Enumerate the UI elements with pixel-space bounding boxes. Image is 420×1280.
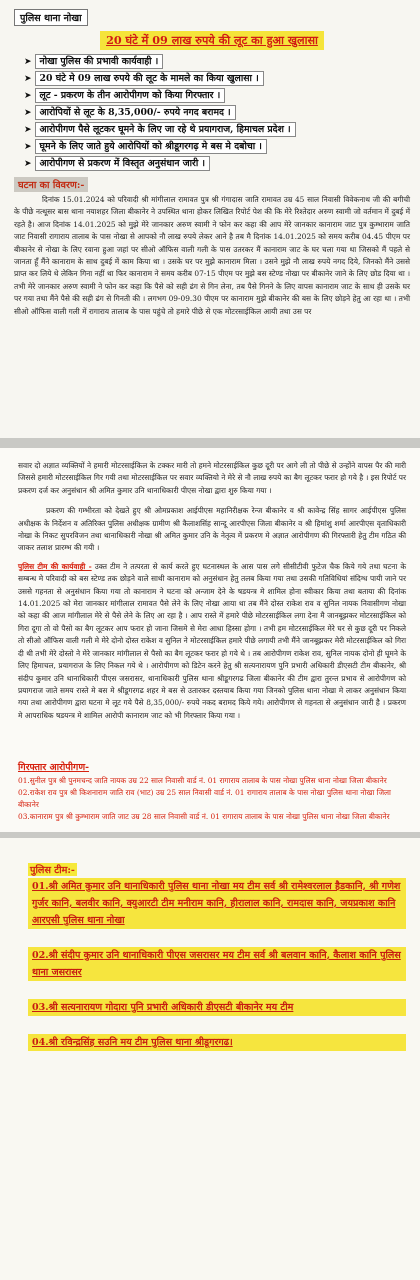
highlight-item: ➤ आरोपीगण से प्रकरण में विस्तृत अनुसंधान जारी । xyxy=(24,156,410,171)
incident-paragraph-4 xyxy=(18,561,406,722)
incident-paragraph-3: प्रकरण की गम्भीरता को देखते हुए श्री ओमप्रकाश आईपीएस महानिरीक्षक रेन्ज बीकानेर व श्री कावेन्द्र सिंह सागर आईपीएस पुलिस अधीक्षक के निर्देशन व अतिरिक्त पुलिस अधीक्षक ग्रामीण श्री कैलाशसिंह सान्दू आरपीएस जिला बीकानेर व श्री हिमांशु शर्मा आरपीएस वृताधिकारी नोखा के निकट सुपरविजन तथा थानाधिकारी नोखा श्री अमित कुमार उनि के नेतृत्व में प्रकरण मे अज्ञात आरोपीगण की गिरफ्तारी हेतु टीम गठित की जाकर तलाश प्रारम्भ की गयी । xyxy=(18,506,406,553)
police-team-heading: पुलिस टीम:- xyxy=(30,865,75,876)
highlights-list xyxy=(24,54,410,171)
arrested-section xyxy=(0,760,420,832)
incident-paragraph-2: सवार दो अज्ञात व्यक्तियों ने हमारी मोटरसाईकिल के टक्कर मारी तो हमने मोटरसाईकिल कुछ दूरी पर आगे ली तो पीछे से उन्होंने वापस पैर की मारी जिससे हमारी मोटरसाईकिल गिर गयी तथा मोटरसाईकिल पर सवार व्यक्तियो ने मेरे से नौ लाख रुपये का बैग लूटकर फरार हो गये है । इस रिपोर्ट पर प्रकरण दर्ज कर अनुसंधान श्री अमित कुमार उनि थानाधिकारी पीएस नोखा द्वारा शुरु किया गया । xyxy=(18,461,406,495)
press-release-page-1 xyxy=(0,0,420,438)
arrow-bullet-icon: ➤ xyxy=(24,91,32,101)
incident-paragraph-1: दिनांक 15.01.2024 को परिवादी श्री मांगीलाल रामावत पुत्र श्री गंगादास जाति रामावत उम्र 45 साल निवासी विवेकनाथ जी की बगीची के पीछे नत्थूसर बास थाना नयाशहर जिला बीकानेर ने उपस्थित थाना होकर लिखित रिपोर्ट पेश की कि मेरे रिश्तेदार अरुण स्वामी जो वर्तमान में दुबई में रहते है। आज दिनांक 14.01.2025 को मुझे मेरे जानकार अरुण स्वामी ने फोन कर कहा की आप मेरे जानकार कानाराम जाट पुत्र कुम्भाराम जाति जाट निवासी रागाराय तालाब के पास नोखा से आपको नौ लाख रुपये लेकर आने है तब मै दिनांक 14.01.2025 को समय करीब 04.45 पीएम पर बीकानेर से नोखा के लिए रवाना हुआ जहां पर सीओ ऑफिस वाली गली के पास उतरकर मैं कानाराम जाट के घर चला गया था जिसको मैं पहले से जानता हूँ मैंने कानाराम के साथ दुबई में काम किया था । उसके घर पर मुझे कानाराम मिला । उसने मुझे नौ लाख रुपये नगद दिये, जिनको मैंने उससे प्राप्त कर लिये थे लेकिन गिना नहीं था फिर कानाराम ने समय करीब 07-15 पीएम पर मुझे बस स्टेण्ड नोखा पर बीकानेर जाने के लिए छोड दिया था । तभी मेरे जानकार अरुण स्वामी ने फोन कर कहा कि पैसे को सही ढंग से गिन लेना, तब पैसे गिनने के लिए वापस कानाराम जाट के साथ ही उसके घर पर गया तथा मैंने पैसे की सही ढंग से गिनती की । लगभग 09-09.30 पीएम पर कानाराम मुझे बीकानेर की बस के लिए छोड़ने हेतु आ रहा था । तभी सीओ ऑफिस वाली गली में रागाराय तालाब के पास पहुंचे तो हमारे पीछे से एक मोटरसाईकिल आयी तथा उस पर xyxy=(14,195,410,316)
arrow-bullet-icon: ➤ xyxy=(24,142,32,152)
team-action-text: उक्त टीम ने तत्परता से कार्य करते हुए घटनास्थल के आस पास लगे सीसीटीवी फुटेज चैक किये गये तथा घटना के सम्बन्ध मे परिवादी को बस स्टेण्ड तक छोड़ने वाले साथी कानाराम को अनुसंधान हेतु तलब किया गया तथा उसकी गतिविधियां संदिग्ध पायी जाने पर उससे गहनता से अनुसंधान किया गया तो कानाराम ने घटना को अन्जाम देने के षडयन्त्र मे शामिल होना स्वीकार किया तथा बताया की दिनांक 14.01.2025 को मेरा जानकार मांगीलाल रामावत पैसे लेने के लिए नोखा आया था तब मैंने दोस्त राकेश राव व सुनिल नायक निवासीगण नोखा को कहा की आज मांगीलाल मेरे से पैसे लेने के लिए आ रहा है । आप रास्ते में हमारे पीछे मोटरसाईकिल लगा देना मै जानबूझकर मोटरसाईकिल को गिरा दूगा तो वो पैसो का बैग लूटकर आप फरार हो जाना जिसमे से मेरा आधा हिस्सा होगा । तभी हम मोटरसाईकिल मेरे घर से कुछ दूरी पर निकले तो सीओ ऑफिस वाली गली मे मेरे दोनो दोस्त राकेश व सुनिल ने मोटरसाईकिल हमारे पीछे लगायी तभी मैंने जानबूझकर मेरी मोटरसाईकिल को गिरा दी थी तभी मेरे दोस्तो ने मेरे जानकार मांगीलाल से पैसो का बैग लूटकर फरार हो गये थे । तब आरोपीगण राकेश राव, सुनिल नायक दोनो ही घूमने के लिए हिमाचल, प्रयागराज के लिए निकल गये थे । आरोपीगण को डिटेन करने हेतु श्री सत्यनारायण पुनि प्रभारी अधिकारी डीएसटी टीम बीकानेर, श्री संदीप कुमार उनि थानाधिकारी पीएस जसरासर, थानाधिकारी पुलिस थाना श्रीडूगरगढ जिला बीकानेर की टीम द्वारा तुरन्त प्रभाव से आरोपीगण को प्रयागराज जाते समय रास्ते मे बस मे श्रीडूगरगढ शहर मे बस से उतारकर दस्तयाब किया गया जिनको पुलिस थाना नोखा मे लाकर अनुसंधान किया गया तथा आरोपीगण द्वारा घटना मे लूट गये पैसे 8,35,000/- रुपये नकद बरामद किये गये। आरोपीगण से गहनता से अनुसंधान जारी है । प्रकरण मे आपराधिक षडयन्त्र मे शामिल आरोपी कानाराम जाट को भी गिरफ्तार किया गया । xyxy=(18,561,407,720)
headline-text: 20 घंटे में 09 लाख रुपये की लूट का हुआ खुलासा xyxy=(100,31,324,50)
police-team-item: 02.श्री संदीप कुमार उनि थानाधिकारी पीएस जसरासर मय टीम सर्व श्री बलवान कानि, कैलाश कानि पुलिस थाना जसरासर xyxy=(28,947,406,981)
arrow-bullet-icon: ➤ xyxy=(24,74,32,84)
arrested-item: 03.कानाराम पुत्र श्री कुम्भाराम जाति जाट उम्र 28 साल निवासी वार्ड नं. 01 रागाराय तालाब के पास नोखा पुलिस थाना नोखा जिला बीकानेर xyxy=(18,812,390,821)
arrested-item: 02.राकेश राव पुत्र श्री किशनाराम जाति राव (भाट) उम्र 25 साल निवासी वार्ड नं. 01 रागाराय तालाब के पास नोखा पुलिस थाना नोखा जिला बीकानेर xyxy=(18,788,391,809)
police-team-item: 03.श्री सत्यनारायण गोदारा पुनि प्रभारी अधिकारी डीएसटी बीकानेर मय टीम xyxy=(28,999,406,1016)
team-action-label: पुलिस टीम की कार्यवाही - xyxy=(18,561,92,571)
police-team-item: 01.श्री अमित कुमार उनि थानाधिकारी पुलिस थाना नोखा मय टीम सर्व श्री रामेश्वरलाल हैडकानि, श्री गणेश गुर्जर कानि, बलवीर कानि, क्युआरटी टीम मनीराम कानि, हीरालाल कानि, रामदास कानि, जयप्रकाश कानि आरएसी पुलिस थाना नोखा xyxy=(28,878,406,929)
arrow-bullet-icon: ➤ xyxy=(24,125,32,135)
arrow-bullet-icon: ➤ xyxy=(24,159,32,169)
highlight-item: ➤ नोखा पुलिस की प्रभावी कार्यवाही । xyxy=(24,54,410,69)
highlight-item: ➤ 20 घंटे मे 09 लाख रुपये की लूट के मामले का किया खुलासा । xyxy=(24,71,410,86)
highlight-item: ➤ आरोपीगण पैसे लूटकर घूमने के लिए जा रहे थे प्रयागराज, हिमाचल प्रदेश । xyxy=(24,122,410,137)
highlight-item: ➤ लूट - प्रकरण के तीन आरोपीगण को किया गिरफ्तार । xyxy=(24,88,410,103)
press-release-page-3 xyxy=(0,838,420,1280)
arrow-bullet-icon: ➤ xyxy=(24,108,32,118)
headline xyxy=(14,29,410,50)
arrested-heading: गिरफ्तार आरोपीगण- xyxy=(18,762,90,773)
arrow-bullet-icon: ➤ xyxy=(24,57,32,67)
arrested-item: 01.सुनील पुत्र श्री पुनमचन्द जाति नायक उम्र 22 साल निवासी वार्ड नं. 01 रागाराय तालाब के पास नोखा पुलिस थाना नोखा जिला बीकानेर xyxy=(18,776,387,785)
highlight-item: ➤ घूमने के लिए जाते हुये आरोपियों को श्रीडूगरगढ़ मे बस मे दबोचा । xyxy=(24,139,410,154)
highlight-item: ➤ आरोपियों से लूट के 8,35,000/- रुपये नगद बरामद । xyxy=(24,105,410,120)
incident-heading: घटना का विवरण:- xyxy=(14,177,88,192)
station-tag: पुलिस थाना नोखा xyxy=(14,9,88,26)
police-team-item: 04.श्री रविन्द्रसिंह सउनि मय टीम पुलिस थाना श्रीडूगरगढ। xyxy=(28,1034,406,1051)
